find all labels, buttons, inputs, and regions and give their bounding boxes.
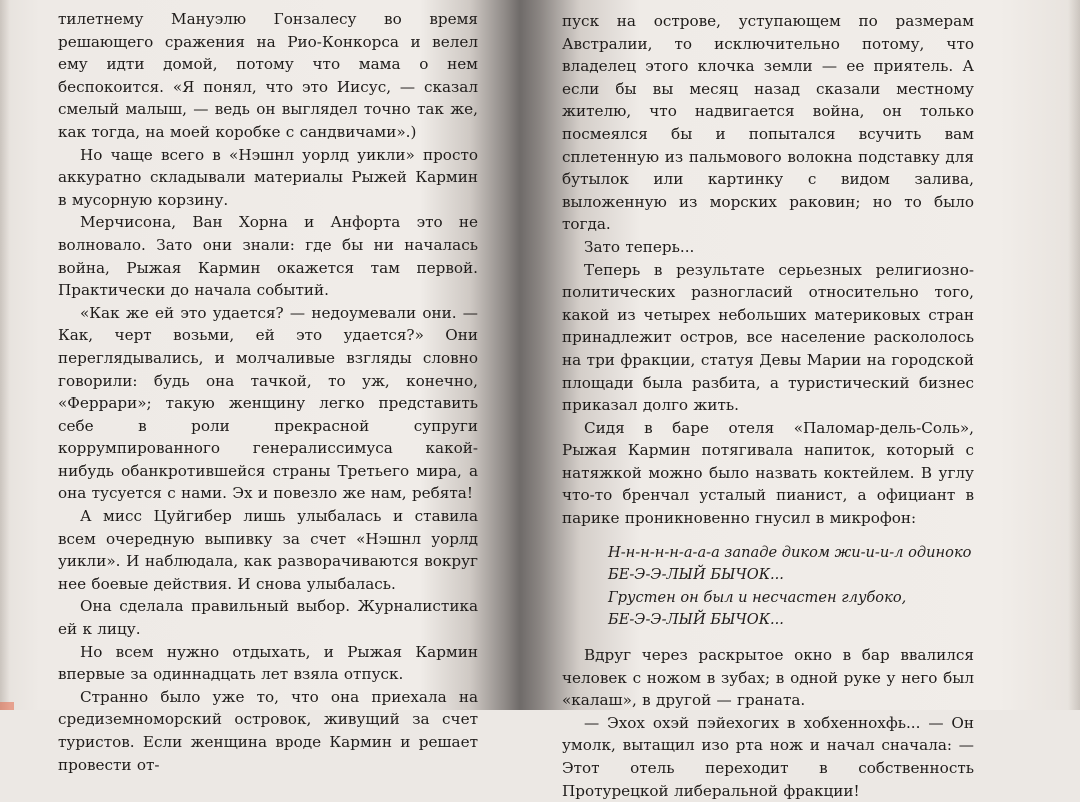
left-paragraph-7: Но всем нужно отдыхать, и Рыжая Кармин впервые за одиннадцать лет взяла отпуск. bbox=[58, 642, 478, 684]
left-paragraph-3: Мерчисона, Ван Хорна и Анфорта это не волновало. Зато они знали: где бы ни началась война, Рыжая Кармин окажется там первой. Практически до начала событий. bbox=[58, 213, 478, 300]
left-paragraph-2: Но чаще всего в «Нэшнл уорлд уикли» просто аккуратно складывали материалы Рыжей Кармин в мусорную корзину. bbox=[58, 145, 478, 209]
song-line-4: БЕ-Э-Э-ЛЫЙ БЫЧОК... bbox=[608, 611, 784, 629]
left-paragraph-4: «Как же ей это удается? — недоумевали они. — Как, черт возьми, ей это удается?» Они переглядывались, и молчаливые взгляды словно говорили: будь она тачкой, то уж, конечно, «Феррари»; такую женщину легко представить себе в роли прекрасной супруги коррумпированного генералиссимуса какой-нибудь обанкротившейся страны Третьего мира, а она тусуется с нами. Эх и повезло же нам, ребята! bbox=[58, 303, 478, 503]
right-paragraph-5: Вдруг через раскрытое окно в бар ввалился человек с ножом в зубах; в одной руке у него был «калаш», в другой — граната. bbox=[562, 646, 974, 710]
right-paragraph-3: Теперь в результате серьезных религиозно-политических разногласий относительно того, какой из четырех небольших материковых стран принадлежит остров, все население раскололось на три фракции, статуя Девы Марии на городской площади была разбита, а туристический бизнес приказал долго жить. bbox=[562, 260, 974, 415]
song-line-1: Н-н-н-н-н-а-а-а западе диком жи-и-и-л одиноко bbox=[608, 543, 972, 561]
left-paragraph-5: А мисс Цуйгибер лишь улыбалась и ставила всем очередную выпивку за счет «Нэшнл уорлд уикли». И наблюдала, как разворачиваются вокруг нее боевые действия. И снова улыбалась. bbox=[58, 507, 478, 593]
right-paragraph-2: Зато теперь... bbox=[584, 237, 695, 256]
right-paragraph-1: пуск на острове, уступающем по размерам Австралии, то исключительно потому, что владелец этого клочка земли — ее приятель. А если бы вы месяц назад сказали местному жителю, что надвигается война, он только посмеялся бы и попытался всучить вам сплетенную из пальмового волокна подставку для бутылок или картинку с видом залива, выложенную из морских раковин; но то было тогда. bbox=[562, 12, 974, 234]
right-paragraph-4: Сидя в баре отеля «Паломар-дель-Соль», Рыжая Кармин потягивала напиток, который с натяжкой можно было назвать коктейлем. В углу что-то бренчал усталый пианист, а официант в парике проникновенно гнусил в микрофон: bbox=[562, 418, 974, 528]
right-page bbox=[562, 0, 974, 800]
left-paragraph-6: Она сделала правильный выбор. Журналистика ей к лицу. bbox=[58, 597, 478, 639]
left-paragraph-8: Странно было уже то, что она приехала на средиземноморский островок, живущий за счет туристов. Если женщина вроде Кармин и решает провести от- bbox=[58, 687, 478, 774]
left-paragraph-1: тилетнему Мануэлю Гонзалесу во время решающего сражения на Рио-Конкорса и велел ему идти домой, потому что мама о нем беспокоится. «Я понял, что это Иисус, — сказал смелый малыш, — ведь он выглядел точно так же, как тогда, на моей коробке с сандвичами».) bbox=[58, 10, 478, 141]
right-paragraph-6: — Эхох охэй пэйехогих в хобхеннохфь... — Он умолк, вытащил изо рта нож и начал сначала: — Этот отель переходит в собственность Протурецкой либеральной фракции! bbox=[562, 713, 974, 800]
right-page-edge-shadow bbox=[1068, 0, 1080, 710]
scan-corner-mark bbox=[0, 702, 14, 710]
song-verse bbox=[608, 542, 974, 632]
left-page-edge-shadow bbox=[0, 0, 10, 710]
left-page bbox=[58, 0, 478, 774]
song-line-3: Грустен он был и несчастен глубоко, bbox=[608, 588, 907, 606]
song-line-2: БЕ-Э-Э-ЛЫЙ БЫЧОК... bbox=[608, 566, 784, 584]
